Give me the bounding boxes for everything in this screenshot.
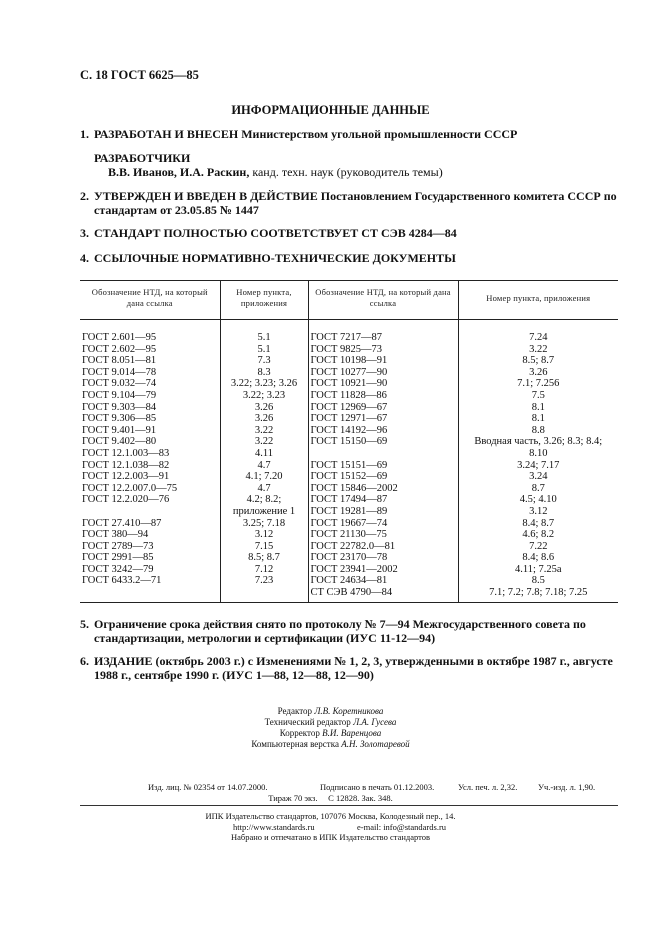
ref-clause-cell: Вводная часть, 3.26; 8.3; 8.4; bbox=[458, 436, 618, 448]
table-row bbox=[80, 494, 618, 506]
ref-clause-cell: 3.22; 3.23; 3.26 bbox=[220, 378, 308, 390]
ref-clause-cell: 4.6; 8.2 bbox=[458, 529, 618, 541]
table-row bbox=[80, 367, 618, 379]
ref-clause-cell: 7.3 bbox=[220, 355, 308, 367]
section-1 bbox=[80, 127, 618, 141]
table-row bbox=[80, 471, 618, 483]
section-1-number: 1. bbox=[80, 127, 89, 141]
section-2-text: Постановлением Государственного комитета СССР по стандартам от 23.05.85 № 1447 bbox=[94, 189, 617, 217]
ref-clause-cell: 8.4; 8.7 bbox=[458, 518, 618, 530]
ref-clause-cell: приложение 1 bbox=[220, 506, 308, 518]
ref-clause-cell: 4.5; 4.10 bbox=[458, 494, 618, 506]
ref-designation-cell: ГОСТ 12969—67 bbox=[308, 402, 458, 414]
table-row bbox=[80, 529, 618, 541]
imprint-pub-sheets: Уч.-изд. л. 1,90. bbox=[538, 782, 596, 792]
ref-clause-cell: 3.25; 7.18 bbox=[220, 518, 308, 530]
table-row bbox=[80, 541, 618, 553]
ref-designation-cell: ГОСТ 380—94 bbox=[82, 529, 149, 541]
ref-designation-cell: ГОСТ 23941—2002 bbox=[308, 564, 458, 576]
ref-designation-cell: ГОСТ 12.2.020—76 bbox=[82, 494, 170, 506]
ref-clause-cell bbox=[220, 587, 308, 602]
table-row bbox=[80, 332, 618, 344]
ref-designation-cell bbox=[80, 506, 220, 518]
ref-designation-cell: ГОСТ 12.2.003—91 bbox=[82, 471, 170, 483]
ref-designation-cell: ГОСТ 2.601—95 bbox=[82, 332, 157, 343]
ref-designation-cell: ГОСТ 22782.0—81 bbox=[308, 541, 458, 553]
ref-designation-cell: ГОСТ 19281—89 bbox=[308, 506, 458, 518]
publisher-block bbox=[0, 811, 661, 843]
ref-clause-cell: 4.1; 7.20 bbox=[220, 471, 308, 483]
ref-clause-cell: 4.11; 7.25а bbox=[458, 564, 618, 576]
ref-designation-cell: ГОСТ 11828—86 bbox=[308, 390, 458, 402]
ref-designation-cell: СТ СЭВ 4790—84 bbox=[308, 587, 458, 602]
ref-clause-cell: 4.7 bbox=[220, 483, 308, 495]
ref-designation-cell: ГОСТ 23170—78 bbox=[308, 552, 458, 564]
ref-designation-cell: ГОСТ 2.602—95 bbox=[82, 343, 157, 355]
publisher-printed-by: Набрано и отпечатано в ИПК Издательство стандартов bbox=[230, 832, 431, 842]
table-row bbox=[80, 460, 618, 472]
ref-clause-cell: 8.4; 8.6 bbox=[458, 552, 618, 564]
ref-clause-cell: 7.15 bbox=[220, 541, 308, 553]
publisher-website-link[interactable]: http://www.standards.ru bbox=[233, 821, 315, 832]
ref-clause-cell: 8.5 bbox=[458, 575, 618, 587]
ref-designation-cell bbox=[308, 448, 458, 460]
imprint-order: С 12828. Зак. 348. bbox=[328, 793, 393, 803]
ref-designation-cell: ГОСТ 3242—79 bbox=[82, 563, 154, 575]
ref-designation-cell: ГОСТ 9.104—79 bbox=[82, 389, 157, 401]
ref-clause-cell: 7.1; 7.2; 7.8; 7.18; 7.25 bbox=[458, 587, 618, 602]
ref-designation-cell: ГОСТ 10198—91 bbox=[308, 355, 458, 367]
section-6 bbox=[80, 654, 618, 682]
table-row bbox=[80, 575, 618, 587]
ref-clause-cell: 8.5; 8.7 bbox=[220, 552, 308, 564]
imprint-row-2 bbox=[0, 793, 661, 804]
ref-clause-cell: 7.1; 7.256 bbox=[458, 378, 618, 390]
ref-designation-cell: ГОСТ 12.1.003—83 bbox=[82, 447, 170, 459]
section-4-heading: ССЫЛОЧНЫЕ НОРМАТИВНО-ТЕХНИЧЕСКИЕ ДОКУМЕНТЫ bbox=[94, 251, 456, 265]
table-row bbox=[80, 355, 618, 367]
table-row bbox=[80, 518, 618, 530]
ref-clause-cell: 4.2; 8.2; bbox=[220, 494, 308, 506]
imprint-license: Изд. лиц. № 02354 от 14.07.2000. bbox=[148, 782, 268, 792]
ref-designation-cell: ГОСТ 6433.2—71 bbox=[82, 575, 162, 587]
section-2-number: 2. bbox=[80, 189, 89, 203]
ref-clause-cell: 3.12 bbox=[220, 529, 308, 541]
ref-clause-cell: 7.23 bbox=[220, 575, 308, 587]
ref-designation-cell: ГОСТ 2991—85 bbox=[82, 552, 154, 564]
section-3 bbox=[80, 226, 618, 240]
ref-clause-cell: 3.22 bbox=[458, 344, 618, 356]
table-row bbox=[80, 506, 618, 518]
section-2-heading: УТВЕРЖДЕН И ВВЕДЕН В ДЕЙСТВИЕ bbox=[94, 189, 318, 203]
table-row bbox=[80, 378, 618, 390]
ref-designation-cell: ГОСТ 2789—73 bbox=[82, 540, 154, 552]
table-row bbox=[80, 564, 618, 576]
imprint-row-1 bbox=[148, 782, 608, 793]
section-5-text: Ограничение срока действия снято по протоколу № 7—94 Межгосударственного совета по стандартизации, метрологии и сертификации (ИУС 11-12—94) bbox=[94, 617, 586, 645]
ref-designation-cell: ГОСТ 12.1.038—82 bbox=[82, 459, 170, 471]
ref-clause-cell: 8.10 bbox=[458, 448, 618, 460]
section-4-number: 4. bbox=[80, 251, 89, 265]
ref-designation-cell: ГОСТ 15846—2002 bbox=[308, 483, 458, 495]
ref-clause-cell: 8.8 bbox=[458, 425, 618, 437]
col-header-designation: Обозначение НТД, на который дана ссылка bbox=[80, 281, 220, 320]
col-header-designation-2: Обозначение НТД, на который дана ссылка bbox=[308, 281, 458, 320]
section-5 bbox=[80, 617, 618, 645]
references-table-body bbox=[80, 320, 618, 603]
ref-designation-cell: ГОСТ 8.051—81 bbox=[82, 355, 157, 367]
ref-clause-cell: 8.5; 8.7 bbox=[458, 355, 618, 367]
table-row bbox=[80, 425, 618, 437]
ref-designation-cell: ГОСТ 12.2.007.0—75 bbox=[82, 482, 178, 494]
table-row bbox=[80, 448, 618, 460]
table-row bbox=[80, 436, 618, 448]
table-row bbox=[80, 552, 618, 564]
ref-designation-cell: ГОСТ 9.303—84 bbox=[82, 401, 157, 413]
ref-designation-cell: ГОСТ 15150—69 bbox=[308, 436, 458, 448]
ref-designation-cell: ГОСТ 12971—67 bbox=[308, 413, 458, 425]
ref-designation-cell: ГОСТ 14192—96 bbox=[308, 425, 458, 437]
ref-clause-cell: 4.11 bbox=[220, 448, 308, 460]
ref-clause-cell: 5.1 bbox=[220, 332, 308, 344]
table-row bbox=[80, 402, 618, 414]
ref-clause-cell: 5.1 bbox=[220, 344, 308, 356]
ref-designation-cell: ГОСТ 24634—81 bbox=[308, 575, 458, 587]
publisher-address: ИПК Издательство стандартов, 107076 Москва, Колодезный пер., 14. bbox=[205, 811, 456, 821]
ref-clause-cell: 8.7 bbox=[458, 483, 618, 495]
ref-clause-cell: 3.24 bbox=[458, 471, 618, 483]
ref-clause-cell: 3.22; 3.23 bbox=[220, 390, 308, 402]
table-row bbox=[80, 587, 618, 602]
ref-designation-cell: ГОСТ 15152—69 bbox=[308, 471, 458, 483]
section-3-number: 3. bbox=[80, 226, 89, 240]
ref-designation-cell: ГОСТ 10277—90 bbox=[308, 367, 458, 379]
section-2 bbox=[80, 189, 618, 217]
footer-divider bbox=[80, 805, 618, 806]
ref-clause-cell: 3.12 bbox=[458, 506, 618, 518]
col-header-clause-2: Номер пункта, приложения bbox=[458, 281, 618, 320]
credit-tech-editor: Технический редактор Л.А. Гусева bbox=[264, 717, 397, 727]
ref-clause-cell: 7.5 bbox=[458, 390, 618, 402]
ref-clause-cell: 8.1 bbox=[458, 413, 618, 425]
ref-designation-cell: ГОСТ 7217—87 bbox=[308, 332, 458, 344]
ref-designation-cell: ГОСТ 9825—73 bbox=[308, 344, 458, 356]
section-1-heading: РАЗРАБОТАН И ВНЕСЕН bbox=[94, 127, 239, 141]
ref-designation-cell: ГОСТ 10921—90 bbox=[308, 378, 458, 390]
developers-heading: РАЗРАБОТЧИКИ bbox=[94, 151, 191, 165]
developers-line bbox=[108, 165, 443, 180]
ref-clause-cell: 8.3 bbox=[220, 367, 308, 379]
credit-editor: Редактор Л.В. Коретникова bbox=[277, 706, 384, 716]
page-header: С. 18 ГОСТ 6625—85 bbox=[80, 68, 199, 82]
credit-layout: Компьютерная верстка А.Н. Золотаревой bbox=[251, 739, 410, 749]
ref-clause-cell: 3.22 bbox=[220, 436, 308, 448]
ref-clause-cell: 7.12 bbox=[220, 564, 308, 576]
developers-role: канд. техн. наук (руководитель темы) bbox=[249, 165, 443, 179]
table-row bbox=[80, 483, 618, 495]
imprint-signed: Подписано в печать 01.12.2003. bbox=[320, 782, 435, 792]
table-row bbox=[80, 413, 618, 425]
table-row bbox=[80, 390, 618, 402]
ref-designation-cell: ГОСТ 15151—69 bbox=[308, 460, 458, 472]
table-row bbox=[80, 344, 618, 356]
section-4 bbox=[80, 251, 618, 265]
ref-clause-cell: 3.26 bbox=[220, 413, 308, 425]
ref-clause-cell: 7.22 bbox=[458, 541, 618, 553]
ref-clause-cell: 3.24; 7.17 bbox=[458, 460, 618, 472]
ref-clause-cell: 3.26 bbox=[220, 402, 308, 414]
page-title: ИНФОРМАЦИОННЫЕ ДАННЫЕ bbox=[231, 103, 430, 117]
ref-clause-cell: 4.7 bbox=[220, 460, 308, 472]
ref-clause-cell: 7.24 bbox=[458, 332, 618, 344]
publisher-contacts bbox=[0, 822, 661, 833]
credits-block bbox=[0, 706, 661, 750]
developers-names: В.В. Иванов, И.А. Раскин, bbox=[108, 165, 250, 179]
ref-clause-cell: 3.22 bbox=[220, 425, 308, 437]
section-1-text: Министерством угольной промышленности СССР bbox=[238, 127, 518, 141]
ref-designation-cell: ГОСТ 21130—75 bbox=[308, 529, 458, 541]
ref-designation-cell: ГОСТ 27.410—87 bbox=[82, 517, 162, 529]
ref-designation-cell: ГОСТ 9.402—80 bbox=[82, 436, 157, 448]
credit-corrector: Корректор В.И. Варенцова bbox=[279, 728, 382, 738]
section-6-text: ИЗДАНИЕ (октябрь 2003 г.) с Изменениями № 1, 2, 3, утвержденными в октябре 1987 г., августе 1988 г., сентябре 1990 г. (ИУС 1—88, 12—88, 12—90) bbox=[94, 654, 613, 682]
section-6-number: 6. bbox=[80, 654, 89, 668]
imprint-run: Тираж 70 экз. bbox=[268, 793, 318, 803]
ref-designation-cell: ГОСТ 19667—74 bbox=[308, 518, 458, 530]
ref-designation-cell: ГОСТ 9.014—78 bbox=[82, 366, 157, 378]
ref-designation-cell: ГОСТ 17494—87 bbox=[308, 494, 458, 506]
publisher-email-link[interactable]: e-mail: info@standards.ru bbox=[357, 821, 447, 832]
ref-designation-cell: ГОСТ 9.306—85 bbox=[82, 413, 157, 425]
ref-designation-cell: ГОСТ 9.401—91 bbox=[82, 424, 157, 436]
col-header-clause: Номер пункта, приложения bbox=[220, 281, 308, 320]
ref-designation-cell bbox=[80, 587, 220, 602]
ref-clause-cell: 8.1 bbox=[458, 402, 618, 414]
section-3-heading: СТАНДАРТ ПОЛНОСТЬЮ СООТВЕТСТВУЕТ СТ СЭВ 4284—84 bbox=[94, 226, 457, 240]
ref-designation-cell: ГОСТ 9.032—74 bbox=[82, 378, 157, 390]
imprint-sheets: Усл. печ. л. 2,32. bbox=[458, 782, 518, 792]
section-5-number: 5. bbox=[80, 617, 89, 631]
ref-clause-cell: 3.26 bbox=[458, 367, 618, 379]
references-table bbox=[80, 280, 618, 603]
